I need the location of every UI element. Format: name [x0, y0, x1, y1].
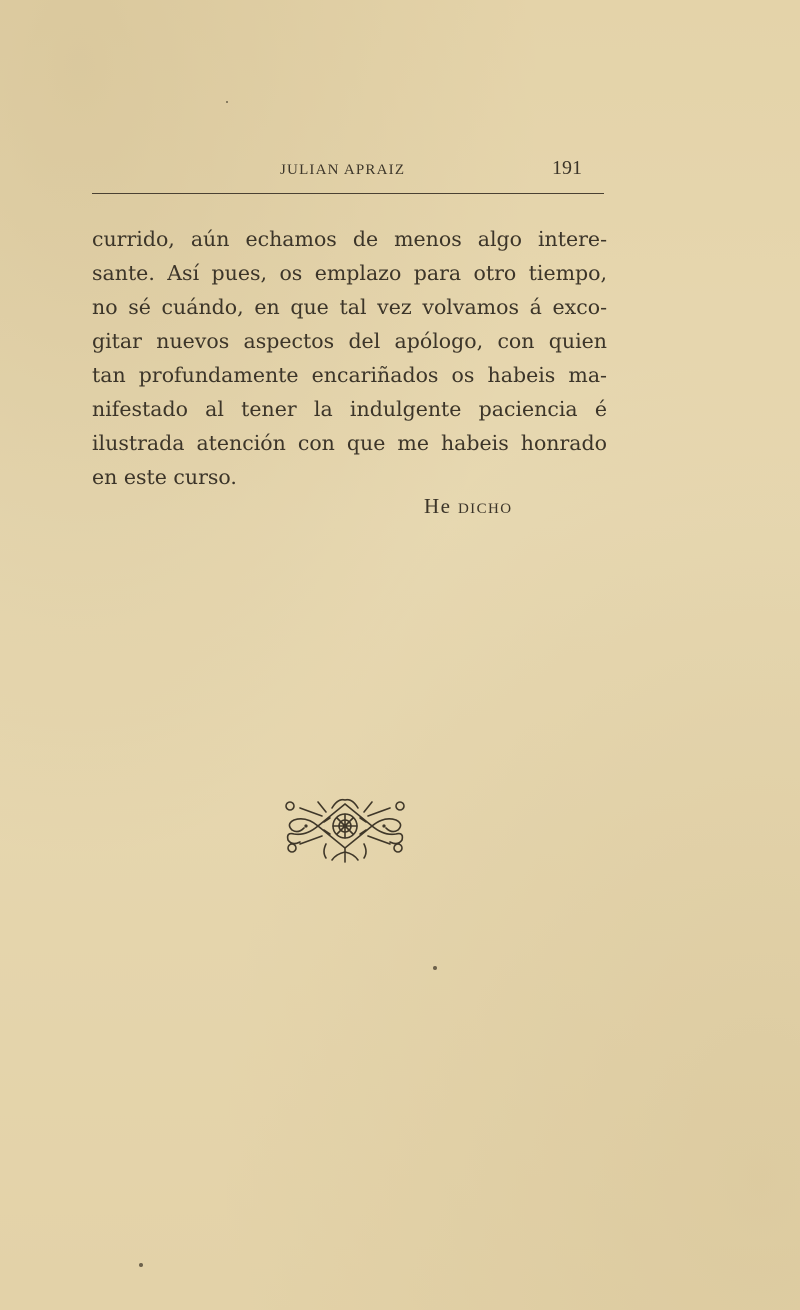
text-line: en este curso. [92, 465, 237, 489]
text-line: ilustrada atención con que me habeis honrado [92, 431, 607, 455]
paper-speck [139, 1263, 143, 1267]
text-line: tan profundamente encariñados os habeis ma- [92, 363, 607, 387]
body-paragraph [92, 222, 607, 494]
header-rule [92, 193, 604, 194]
page-header [92, 156, 604, 188]
paper-speck [226, 101, 228, 103]
signoff-second-word: dicho [457, 494, 513, 518]
text-line: nifestado al tener la indulgente paciencia é [92, 397, 607, 421]
closing-signoff [424, 494, 512, 519]
page-number: 191 [552, 157, 582, 179]
text-line: gitar nuevos aspectos del apólogo, con quien [92, 329, 607, 353]
text-line: no sé cuándo, en que tal vez volvamos á exco- [92, 295, 607, 319]
paper-speck [433, 966, 437, 970]
signoff-first-word: He [424, 494, 452, 518]
running-head: JULIAN APRAIZ [280, 162, 406, 178]
text-line: sante. Así pues, os emplazo para otro tiempo, [92, 261, 607, 285]
text-line: currido, aún echamos de menos algo intere- [92, 227, 607, 251]
floral-ornament-icon [282, 796, 408, 864]
